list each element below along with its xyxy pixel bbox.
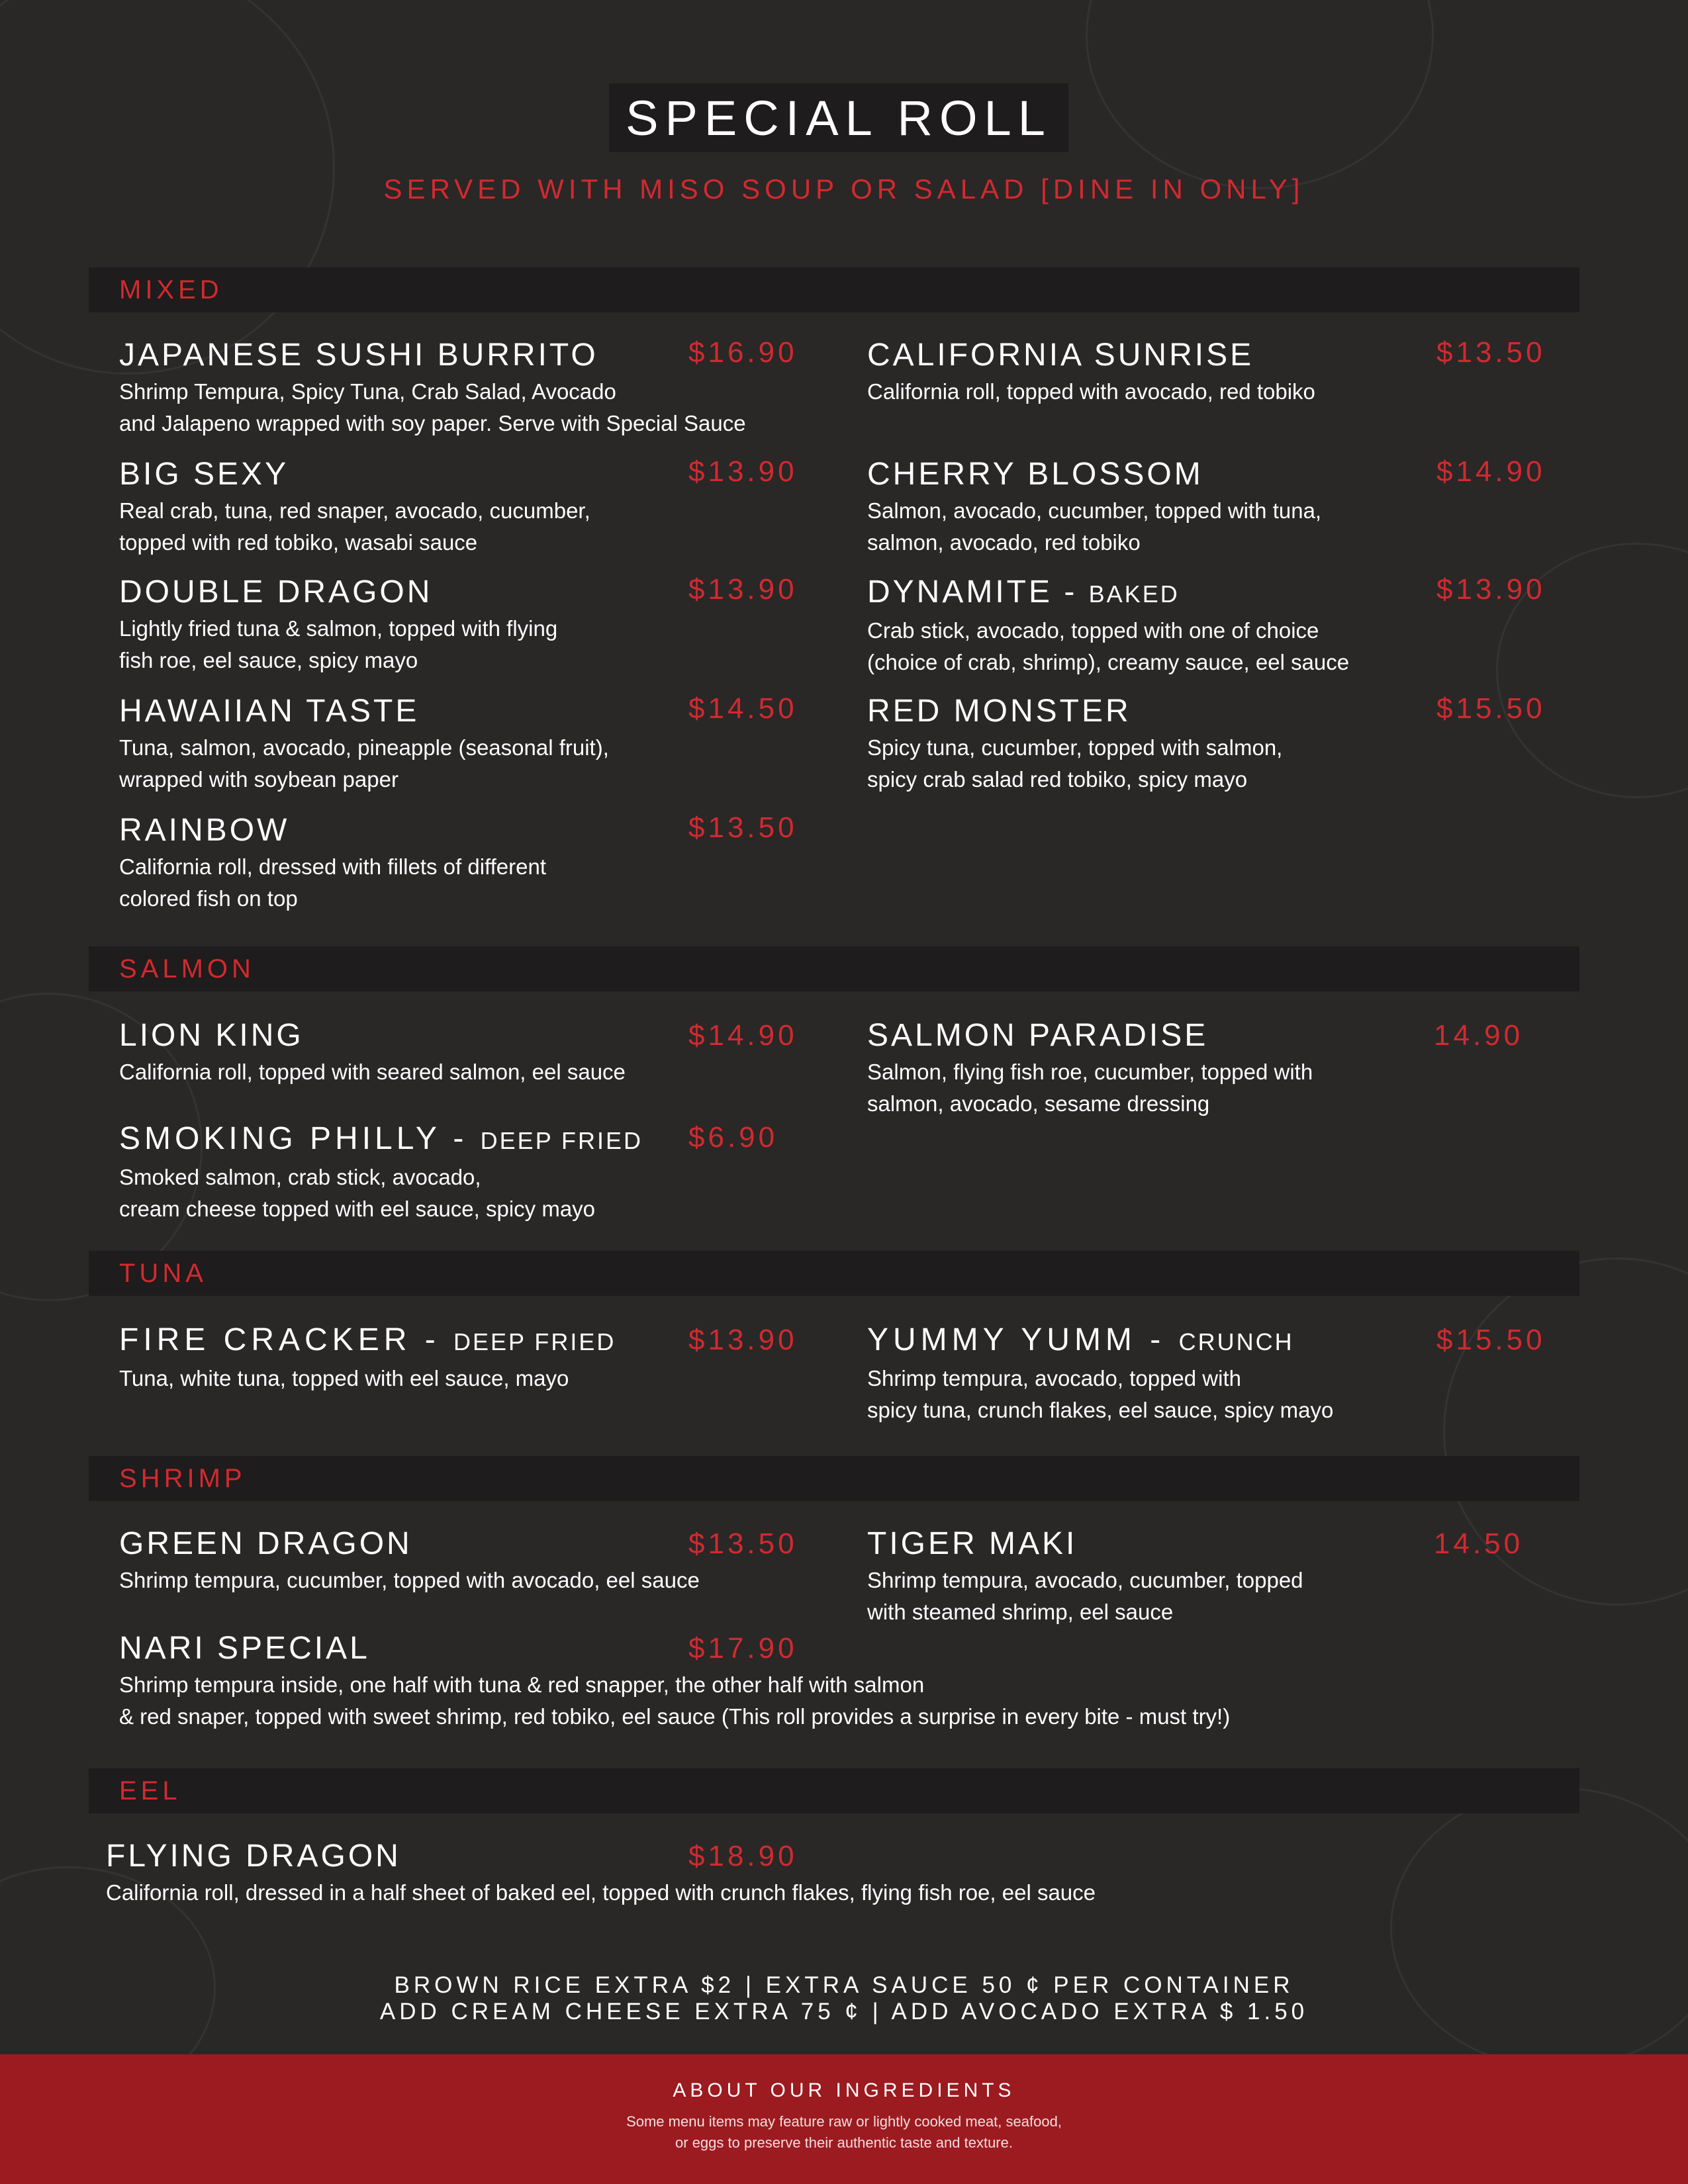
item-description: California roll, dressed in a half sheet of baked eel, topped with crunch flakes, flying fish roe, eel sauce	[106, 1880, 1096, 1905]
item-description: Smoked salmon, crab stick, avocado, cream cheese topped with eel sauce, spicy mayo	[119, 1165, 596, 1221]
category-label: SALMON	[119, 954, 255, 983]
category-bar-mixed	[89, 267, 1579, 312]
item-description: Shrimp tempura, avocado, topped with spicy tuna, crunch flakes, eel sauce, spicy mayo	[867, 1366, 1334, 1422]
item-description: Shrimp tempura inside, one half with tuna & red snapper, the other half with salmon & red snaper, topped with sweet shrimp, red tobiko, eel sauce (This roll provides a surprise in every bite - must try!)	[119, 1672, 1231, 1729]
item-description: Tuna, white tuna, topped with eel sauce, mayo	[119, 1366, 569, 1390]
item-name: CHERRY BLOSSOM	[867, 457, 1203, 492]
item-price: $18.90	[688, 1840, 798, 1872]
menu-item	[867, 1321, 1333, 1426]
menu-item	[867, 692, 1282, 796]
footer-line: Some menu items may feature raw or lightly cooked meat, seafood,	[626, 2113, 1062, 2130]
item-name: LION KING	[119, 1018, 304, 1053]
item-description: Real crab, tuna, red snaper, avocado, cucumber, topped with red tobiko, wasabi sauce	[119, 498, 590, 555]
extras-note	[0, 1972, 1688, 2025]
footer-text	[0, 2111, 1688, 2154]
footer-line: or eggs to preserve their authentic taste and texture.	[675, 2134, 1013, 2151]
item-name: YUMMY YUMM - CRUNCH	[867, 1322, 1294, 1357]
item-price: $13.50	[1436, 336, 1546, 369]
item-name: FIRE CRACKER - DEEP FRIED	[119, 1322, 616, 1357]
item-description: Lightly fried tuna & salmon, topped with flying fish roe, eel sauce, spicy mayo	[119, 616, 558, 672]
menu-item	[119, 692, 609, 796]
item-name: SALMON PARADISE	[867, 1018, 1209, 1053]
item-name: DYNAMITE - BAKED	[867, 574, 1180, 610]
item-tag: DEEP FRIED	[480, 1127, 643, 1154]
category-label: TUNA	[119, 1259, 207, 1288]
item-description: California roll, dressed with fillets of different colored fish on top	[119, 854, 547, 911]
item-name: RED MONSTER	[867, 694, 1131, 729]
item-price: $13.50	[688, 811, 798, 844]
item-name: BIG SEXY	[119, 457, 289, 492]
category-bar-salmon	[89, 946, 1579, 991]
menu-item	[867, 336, 1315, 408]
menu-item	[106, 1837, 1096, 1909]
item-name: SMOKING PHILLY - DEEP FRIED	[119, 1121, 643, 1156]
item-name: NARI SPECIAL	[119, 1631, 370, 1666]
item-name: CALIFORNIA SUNRISE	[867, 338, 1254, 373]
item-price: $16.90	[688, 336, 798, 369]
extras-line: ADD CREAM CHEESE EXTRA 75 ¢ | ADD AVOCADO EXTRA $ 1.50	[379, 1999, 1309, 2025]
item-name: FLYING DRAGON	[106, 1839, 401, 1874]
menu-item	[119, 1321, 616, 1394]
item-name: JAPANESE SUSHI BURRITO	[119, 338, 598, 373]
decorative-sketch	[1390, 1787, 1688, 2069]
menu-item	[867, 455, 1321, 559]
category-bar-shrimp	[89, 1456, 1579, 1501]
menu-item	[119, 1017, 626, 1088]
menu-item	[119, 455, 590, 559]
item-description: Shrimp tempura, cucumber, topped with avocado, eel sauce	[119, 1568, 700, 1592]
item-description: Shrimp tempura, avocado, cucumber, topped with steamed shrimp, eel sauce	[867, 1568, 1303, 1624]
item-description: Shrimp Tempura, Spicy Tuna, Crab Salad, Avocado and Jalapeno wrapped with soy paper. Serve with Special Sauce	[119, 379, 746, 435]
item-price: $14.90	[1436, 455, 1546, 488]
item-tag: BAKED	[1088, 580, 1180, 608]
item-name: TIGER MAKI	[867, 1526, 1078, 1561]
item-description: Spicy tuna, cucumber, topped with salmon, spicy crab salad red tobiko, spicy mayo	[867, 735, 1283, 792]
page-title: SPECIAL ROLL	[626, 90, 1052, 146]
item-description: Salmon, flying fish roe, cucumber, topped with salmon, avocado, sesame dressing	[867, 1060, 1313, 1116]
item-description: Crab stick, avocado, topped with one of choice (choice of crab, shrimp), creamy sauce, eel sauce	[867, 618, 1350, 674]
item-name: GREEN DRAGON	[119, 1526, 412, 1561]
category-label: EEL	[119, 1776, 181, 1805]
category-label: SHRIMP	[119, 1464, 246, 1493]
item-price: $17.90	[688, 1632, 798, 1664]
extras-line: BROWN RICE EXTRA $2 | EXTRA SAUCE 50 ¢ PER CONTAINER	[394, 1972, 1294, 1998]
item-price: $14.90	[688, 1019, 798, 1052]
item-price: $13.90	[1436, 573, 1546, 606]
item-price: $13.50	[688, 1527, 798, 1560]
item-description: Salmon, avocado, cucumber, topped with tuna, salmon, avocado, red tobiko	[867, 498, 1322, 555]
item-price: 14.50	[1434, 1527, 1524, 1560]
menu-item	[119, 336, 746, 439]
category-bar-eel	[89, 1768, 1579, 1813]
item-description: California roll, topped with avocado, red tobiko	[867, 379, 1315, 404]
item-name: RAINBOW	[119, 813, 290, 848]
item-price: $15.50	[1436, 692, 1546, 725]
item-name: DOUBLE DRAGON	[119, 574, 433, 610]
item-price: $13.90	[688, 1324, 798, 1356]
decorative-sketch	[1086, 0, 1434, 189]
footer-title: ABOUT OUR INGREDIENTS	[673, 2079, 1015, 2101]
item-tag: CRUNCH	[1178, 1328, 1294, 1355]
item-price: $13.90	[688, 573, 798, 606]
menu-item	[119, 1525, 700, 1596]
item-price: 14.90	[1434, 1019, 1524, 1052]
item-price: $6.90	[688, 1121, 778, 1154]
menu-item	[119, 1120, 643, 1225]
item-name: HAWAIIAN TASTE	[119, 694, 420, 729]
page-subtitle: SERVED WITH MISO SOUP OR SALAD [DINE IN ONLY]	[383, 173, 1305, 205]
menu-item	[867, 573, 1349, 678]
item-tag: DEEP FRIED	[453, 1328, 616, 1355]
item-price: $14.50	[688, 692, 798, 725]
menu-item	[867, 1017, 1313, 1120]
title-banner	[609, 83, 1068, 152]
item-description: California roll, topped with seared salmon, eel sauce	[119, 1060, 626, 1084]
item-price: $13.90	[688, 455, 798, 488]
category-label: MIXED	[119, 275, 223, 304]
item-price: $15.50	[1436, 1324, 1546, 1356]
menu-item	[119, 1629, 1230, 1733]
menu-item	[119, 573, 557, 676]
category-bar-tuna	[89, 1251, 1579, 1296]
menu-item	[867, 1525, 1303, 1628]
footer-banner	[0, 2054, 1688, 2184]
item-description: Tuna, salmon, avocado, pineapple (seasonal fruit), wrapped with soybean paper	[119, 735, 609, 792]
menu-item	[119, 811, 546, 915]
